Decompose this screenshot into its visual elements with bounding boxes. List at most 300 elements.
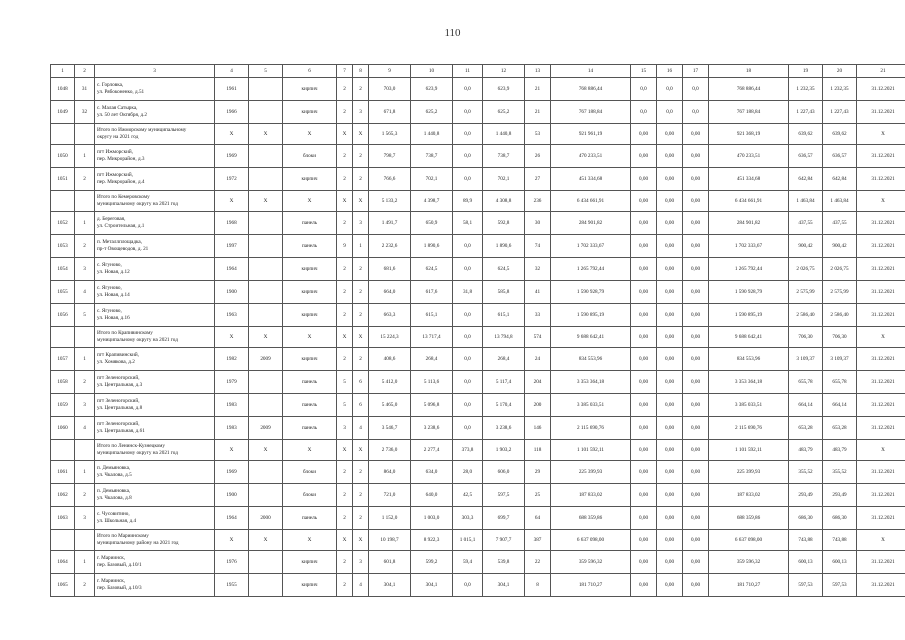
cell-col-18: 3 385 033,51 (709, 394, 789, 417)
cell-col-20: 636,57 (823, 145, 857, 168)
address-line: округу на 2021 год (97, 134, 139, 140)
cell-col-19: 600,13 (789, 551, 823, 574)
address-line: г. Мариинск, (97, 555, 126, 561)
cell-col-20: 1 463,84 (823, 191, 857, 212)
cell-col-17: 0,0 (683, 78, 709, 101)
cell-col-7: 2 (337, 281, 353, 304)
address-line: ул. Центральная, д.8 (97, 405, 143, 411)
cell-col-5: 2009 (249, 417, 283, 440)
cell-col-21: 31.12.2021 (857, 281, 905, 304)
cell-col-11: 0,0 (453, 574, 483, 597)
cell-col-11: 0,0 (453, 235, 483, 258)
cell-col-14: 284 901,82 (551, 212, 631, 235)
address-line: пер. Микрорайон, д.4 (97, 179, 145, 185)
cell-col-17: 0,00 (683, 371, 709, 394)
address-cell (95, 124, 215, 145)
cell-col-15: 0,00 (631, 461, 657, 484)
cell-col-20: 355,52 (823, 461, 857, 484)
cell-col-11: 0,0 (453, 417, 483, 440)
cell-col-8: 1 (353, 235, 369, 258)
cell-col-11: 0,0 (453, 78, 483, 101)
cell-col-4: 1963 (215, 304, 249, 327)
cell-col-17: 0,0 (683, 101, 709, 124)
cell-col-15: 0,00 (631, 348, 657, 371)
row-number: 1062 (51, 484, 75, 507)
cell-col-12: 623,9 (483, 78, 525, 101)
address-line: с. Горловка, (97, 82, 124, 88)
cell-col-19: 639,62 (789, 124, 823, 145)
cell-col-15: 0,00 (631, 440, 657, 461)
cell-col-4: 1964 (215, 258, 249, 281)
cell-col-18: 9 688 642,41 (709, 327, 789, 348)
cell-col-18: 768 886,44 (709, 78, 789, 101)
cell-col-10: 702,1 (411, 168, 453, 191)
column-number: 10 (411, 65, 453, 78)
cell-col-7: 2 (337, 574, 353, 597)
cell-col-14: 767 188,84 (551, 101, 631, 124)
cell-col-11: 0,0 (453, 101, 483, 124)
address-cell (95, 235, 215, 258)
cell-col-14: 2 115 690,76 (551, 417, 631, 440)
cell-col-12: 606,0 (483, 461, 525, 484)
cell-col-15: 0,0 (631, 78, 657, 101)
cell-col-4: X (215, 191, 249, 212)
cell-col-14: 181 710,27 (551, 574, 631, 597)
cell-col-4: 1955 (215, 574, 249, 597)
column-number: 17 (683, 65, 709, 78)
cell-col-14: 451 334,68 (551, 168, 631, 191)
cell-col-6: кирпич (283, 258, 337, 281)
cell-col-18: 1 265 792,44 (709, 258, 789, 281)
cell-col-21: 31.12.2021 (857, 145, 905, 168)
cell-col-15: 0,00 (631, 484, 657, 507)
cell-col-13: 574 (525, 327, 551, 348)
cell-col-8: 2 (353, 281, 369, 304)
cell-col-11: 303,3 (453, 507, 483, 530)
cell-col-21: 31.12.2021 (857, 212, 905, 235)
cell-col-8: 2 (353, 461, 369, 484)
cell-col-12: 585,8 (483, 281, 525, 304)
cell-col-10: 617,6 (411, 281, 453, 304)
cell-col-7: 2 (337, 551, 353, 574)
cell-col-6: панель (283, 212, 337, 235)
cell-col-18: 921 368,19 (709, 124, 789, 145)
cell-col-7: 5 (337, 371, 353, 394)
cell-col-11: 0,0 (453, 327, 483, 348)
cell-col-10: 624,5 (411, 258, 453, 281)
cell-col-17: 0,00 (683, 551, 709, 574)
cell-col-6: X (283, 327, 337, 348)
cell-col-16: 0,00 (657, 574, 683, 597)
cell-col-6: X (283, 124, 337, 145)
cell-col-16: 0,00 (657, 327, 683, 348)
cell-col-21: X (857, 124, 905, 145)
column-number: 14 (551, 65, 631, 78)
address-line: Итого по Крапивинскому (97, 330, 153, 336)
address-line: ул. Новая, д.14 (97, 292, 130, 298)
address-cell (95, 417, 215, 440)
cell-col-4: X (215, 327, 249, 348)
cell-col-9: 15 224,3 (369, 327, 411, 348)
cell-col-7: X (337, 327, 353, 348)
address-line: п. Демьяновка, (97, 465, 131, 471)
table-row (51, 258, 905, 281)
cell-col-12: 7 907,7 (483, 530, 525, 551)
cell-col-11: 0,0 (453, 168, 483, 191)
cell-col-12: 1 890,6 (483, 235, 525, 258)
cell-col-19: 1 232,35 (789, 78, 823, 101)
cell-col-4: X (215, 530, 249, 551)
cell-col-12: 268,4 (483, 348, 525, 371)
cell-col-18: 3 353 364,18 (709, 371, 789, 394)
cell-col-21: 31.12.2021 (857, 168, 905, 191)
cell-col-6: панель (283, 394, 337, 417)
cell-col-18: 187 833,02 (709, 484, 789, 507)
cell-col-19: 597,53 (789, 574, 823, 597)
cell-col-6: панель (283, 371, 337, 394)
row-sub-number: 2 (75, 168, 95, 191)
column-number: 12 (483, 65, 525, 78)
row-sub-number: 3 (75, 258, 95, 281)
cell-col-5 (249, 101, 283, 124)
row-number: 1055 (51, 281, 75, 304)
cell-col-10: 304,1 (411, 574, 453, 597)
cell-col-20: 706,30 (823, 327, 857, 348)
cell-col-16: 0,00 (657, 371, 683, 394)
cell-col-8: 6 (353, 394, 369, 417)
table-row (51, 281, 905, 304)
cell-col-7: 2 (337, 101, 353, 124)
cell-col-16: 0,00 (657, 145, 683, 168)
cell-col-17: 0,00 (683, 417, 709, 440)
table-row (51, 212, 905, 235)
row-sub-number (75, 124, 95, 145)
row-number: 1064 (51, 551, 75, 574)
address-cell (95, 191, 215, 212)
cell-col-4: 1982 (215, 348, 249, 371)
cell-col-4: X (215, 124, 249, 145)
cell-col-20: 664,14 (823, 394, 857, 417)
cell-col-9: 304,1 (369, 574, 411, 597)
address-cell (95, 440, 215, 461)
cell-col-8: 4 (353, 417, 369, 440)
cell-col-9: 766,6 (369, 168, 411, 191)
subtotal-row (51, 327, 905, 348)
cell-col-18: 470 233,51 (709, 145, 789, 168)
address-line: ул. Чкалова, д.5 (97, 472, 132, 478)
cell-col-8: 2 (353, 348, 369, 371)
cell-col-4: 1979 (215, 371, 249, 394)
cell-col-11: 0,0 (453, 304, 483, 327)
cell-col-12: 615,1 (483, 304, 525, 327)
cell-col-20: 2 026,75 (823, 258, 857, 281)
address-line: муниципальному округу на 2021 год (97, 337, 178, 343)
row-sub-number: 2 (75, 574, 95, 597)
cell-col-14: 470 233,51 (551, 145, 631, 168)
table-row (51, 551, 905, 574)
cell-col-21: X (857, 530, 905, 551)
row-sub-number: 2 (75, 235, 95, 258)
cell-col-20: 2 586,40 (823, 304, 857, 327)
address-cell (95, 212, 215, 235)
cell-col-18: 1 702 333,67 (709, 235, 789, 258)
cell-col-20: 3 109,37 (823, 348, 857, 371)
cell-col-8: 2 (353, 145, 369, 168)
cell-col-16: 0,00 (657, 348, 683, 371)
row-sub-number: 32 (75, 101, 95, 124)
cell-col-7: X (337, 530, 353, 551)
address-cell (95, 101, 215, 124)
cell-col-16: 0,0 (657, 101, 683, 124)
address-line: с. Ягуново, (97, 308, 122, 314)
row-number: 1048 (51, 78, 75, 101)
address-cell (95, 145, 215, 168)
cell-col-16: 0,00 (657, 168, 683, 191)
cell-col-4: 1972 (215, 168, 249, 191)
row-number (51, 440, 75, 461)
cell-col-13: 74 (525, 235, 551, 258)
cell-col-12: 702,1 (483, 168, 525, 191)
cell-col-13: 27 (525, 168, 551, 191)
cell-col-19: 743,88 (789, 530, 823, 551)
cell-col-13: 8 (525, 574, 551, 597)
address-cell (95, 348, 215, 371)
cell-col-7: X (337, 124, 353, 145)
cell-col-21: X (857, 440, 905, 461)
cell-col-21: 31.12.2021 (857, 101, 905, 124)
cell-col-7: 9 (337, 235, 353, 258)
address-line: Итого по Мариинскому (97, 533, 149, 539)
cell-col-16: 0,00 (657, 507, 683, 530)
row-sub-number: 4 (75, 281, 95, 304)
address-line: пгт Ижморский, (97, 172, 133, 178)
table-row (51, 574, 905, 597)
cell-col-15: 0,00 (631, 507, 657, 530)
cell-col-18: 1 590 895,19 (709, 304, 789, 327)
cell-col-7: 3 (337, 417, 353, 440)
cell-col-10: 5 113,6 (411, 371, 453, 394)
cell-col-5 (249, 281, 283, 304)
column-number: 7 (337, 65, 353, 78)
subtotal-row (51, 191, 905, 212)
cell-col-12: 699,7 (483, 507, 525, 530)
cell-col-17: 0,00 (683, 574, 709, 597)
cell-col-18: 284 901,82 (709, 212, 789, 235)
cell-col-13: 21 (525, 101, 551, 124)
cell-col-16: 0,00 (657, 191, 683, 212)
column-number: 20 (823, 65, 857, 78)
table-row (51, 101, 905, 124)
row-number (51, 327, 75, 348)
table-row (51, 304, 905, 327)
cell-col-12: 13 794,8 (483, 327, 525, 348)
cell-col-7: 5 (337, 394, 353, 417)
cell-col-5: X (249, 327, 283, 348)
cell-col-15: 0,00 (631, 258, 657, 281)
cell-col-14: 768 886,44 (551, 78, 631, 101)
cell-col-21: 31.12.2021 (857, 235, 905, 258)
cell-col-20: 437,55 (823, 212, 857, 235)
address-line: пер. Базовый, д.10/3 (97, 585, 142, 591)
table-row (51, 507, 905, 530)
column-number: 2 (75, 65, 95, 78)
cell-col-6: блоки (283, 145, 337, 168)
cell-col-14: 3 353 364,18 (551, 371, 631, 394)
table-row (51, 394, 905, 417)
cell-col-5 (249, 258, 283, 281)
address-line: пер. Микрорайон, д.3 (97, 156, 145, 162)
address-line: Итого по Кемеровскому (97, 194, 150, 200)
address-line: пгт Крапивинский, (97, 352, 139, 358)
cell-col-17: 0,00 (683, 124, 709, 145)
cell-col-16: 0,00 (657, 235, 683, 258)
column-number: 11 (453, 65, 483, 78)
cell-col-15: 0,00 (631, 124, 657, 145)
cell-col-18: 225 399,93 (709, 461, 789, 484)
cell-col-4: 1983 (215, 394, 249, 417)
address-line: с. Ягуново, (97, 262, 122, 268)
address-cell (95, 507, 215, 530)
row-sub-number: 1 (75, 551, 95, 574)
address-line: ул. Рябоконенко, д.51 (97, 89, 145, 95)
cell-col-13: 146 (525, 417, 551, 440)
cell-col-10: 1 440,8 (411, 124, 453, 145)
cell-col-13: 64 (525, 507, 551, 530)
column-number: 5 (249, 65, 283, 78)
row-sub-number: 1 (75, 212, 95, 235)
cell-col-9: 1 565,3 (369, 124, 411, 145)
table-row (51, 417, 905, 440)
cell-col-10: 13 717,4 (411, 327, 453, 348)
cell-col-4: 1968 (215, 212, 249, 235)
table-row (51, 348, 905, 371)
cell-col-12: 4 308,8 (483, 191, 525, 212)
cell-col-17: 0,00 (683, 440, 709, 461)
address-line: с. Малая Сатырка, (97, 105, 138, 111)
cell-col-9: 5 412,0 (369, 371, 411, 394)
cell-col-19: 653,28 (789, 417, 823, 440)
cell-col-15: 0,00 (631, 304, 657, 327)
cell-col-11: 42,5 (453, 484, 483, 507)
housing-register-table (50, 64, 905, 597)
cell-col-6: X (283, 191, 337, 212)
column-number: 6 (283, 65, 337, 78)
row-number: 1052 (51, 212, 75, 235)
cell-col-14: 921 961,19 (551, 124, 631, 145)
address-line: пгт Зеленогорский, (97, 421, 140, 427)
table-row (51, 371, 905, 394)
cell-col-9: 2 232,6 (369, 235, 411, 258)
cell-col-9: 671,8 (369, 101, 411, 124)
address-cell (95, 168, 215, 191)
cell-col-19: 706,30 (789, 327, 823, 348)
cell-col-13: 204 (525, 371, 551, 394)
cell-col-7: 2 (337, 507, 353, 530)
row-number: 1049 (51, 101, 75, 124)
cell-col-14: 6 434 661,91 (551, 191, 631, 212)
row-sub-number: 1 (75, 348, 95, 371)
cell-col-4: X (215, 440, 249, 461)
cell-col-20: 293,49 (823, 484, 857, 507)
address-line: ул. Хомякова, д.2 (97, 359, 135, 365)
cell-col-5 (249, 168, 283, 191)
cell-col-21: 31.12.2021 (857, 304, 905, 327)
cell-col-17: 0,00 (683, 258, 709, 281)
cell-col-15: 0,00 (631, 394, 657, 417)
cell-col-19: 655,78 (789, 371, 823, 394)
address-line: г. Мариинск, (97, 578, 126, 584)
cell-col-4: 1961 (215, 78, 249, 101)
cell-col-7: 2 (337, 258, 353, 281)
cell-col-6: блоки (283, 484, 337, 507)
cell-col-5: 2009 (249, 348, 283, 371)
cell-col-15: 0,00 (631, 327, 657, 348)
cell-col-5: X (249, 124, 283, 145)
column-number: 8 (353, 65, 369, 78)
cell-col-11: 59,4 (453, 551, 483, 574)
cell-col-9: 681,6 (369, 258, 411, 281)
cell-col-21: 31.12.2021 (857, 551, 905, 574)
address-line: Итого по Ленинск-Кузнецкому (97, 443, 165, 449)
address-cell (95, 371, 215, 394)
table-row (51, 145, 905, 168)
cell-col-15: 0,00 (631, 281, 657, 304)
cell-col-13: 41 (525, 281, 551, 304)
cell-col-9: 2 736,0 (369, 440, 411, 461)
cell-col-12: 738,7 (483, 145, 525, 168)
cell-col-13: 26 (525, 145, 551, 168)
cell-col-9: 703,0 (369, 78, 411, 101)
cell-col-14: 6 637 098,00 (551, 530, 631, 551)
cell-col-13: 22 (525, 551, 551, 574)
column-number: 1 (51, 65, 75, 78)
cell-col-14: 359 596,32 (551, 551, 631, 574)
cell-col-18: 6 434 661,91 (709, 191, 789, 212)
column-number: 16 (657, 65, 683, 78)
cell-col-7: 2 (337, 348, 353, 371)
cell-col-16: 0,00 (657, 212, 683, 235)
cell-col-21: X (857, 191, 905, 212)
cell-col-19: 3 109,37 (789, 348, 823, 371)
cell-col-16: 0,00 (657, 258, 683, 281)
cell-col-9: 601,8 (369, 551, 411, 574)
cell-col-12: 304,1 (483, 574, 525, 597)
address-cell (95, 461, 215, 484)
cell-col-21: 31.12.2021 (857, 484, 905, 507)
cell-col-17: 0,00 (683, 507, 709, 530)
column-number: 21 (857, 65, 905, 78)
cell-col-8: 2 (353, 484, 369, 507)
cell-col-7: 2 (337, 461, 353, 484)
cell-col-20: 483,79 (823, 440, 857, 461)
cell-col-21: 31.12.2021 (857, 394, 905, 417)
cell-col-19: 437,55 (789, 212, 823, 235)
cell-col-15: 0,00 (631, 168, 657, 191)
row-number: 1054 (51, 258, 75, 281)
cell-col-17: 0,00 (683, 461, 709, 484)
row-sub-number: 3 (75, 394, 95, 417)
cell-col-10: 3 238,6 (411, 417, 453, 440)
row-number: 1061 (51, 461, 75, 484)
cell-col-15: 0,0 (631, 101, 657, 124)
address-line: муниципальному району на 2021 год (97, 540, 179, 546)
address-line: ул. Новая, д.12 (97, 269, 130, 275)
cell-col-16: 0,00 (657, 440, 683, 461)
row-sub-number: 31 (75, 78, 95, 101)
cell-col-21: 31.12.2021 (857, 371, 905, 394)
cell-col-10: 1 890,6 (411, 235, 453, 258)
cell-col-8: 4 (353, 574, 369, 597)
